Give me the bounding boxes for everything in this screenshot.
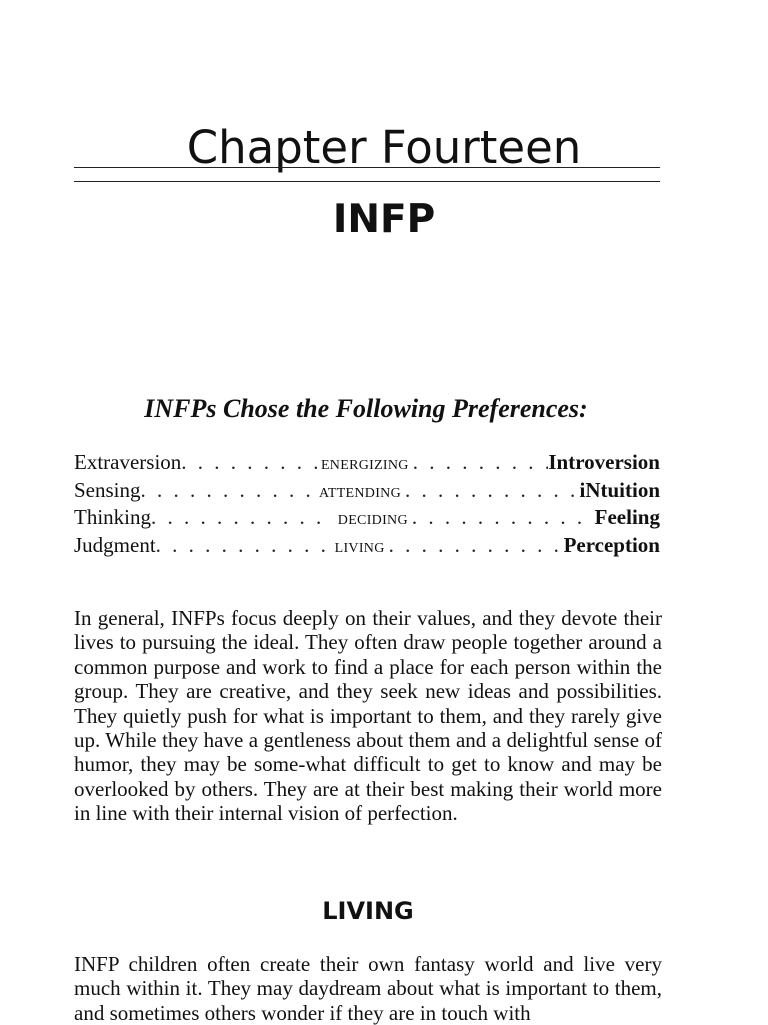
title-rule-bottom <box>74 181 660 182</box>
dot-leader <box>141 477 315 505</box>
preference-row <box>74 532 660 560</box>
title-rule-top <box>74 167 660 168</box>
dot-leader <box>412 504 595 532</box>
preference-chosen: Introversion <box>548 450 660 474</box>
preference-chosen: Perception <box>563 532 660 557</box>
preference-left: Sensing <box>74 477 141 502</box>
dot-leader <box>151 504 334 532</box>
preference-row <box>74 449 660 477</box>
preference-dimension: LIVING <box>334 540 385 556</box>
preference-dimension: DECIDING <box>337 513 408 528</box>
preference-left: Judgment <box>74 532 156 557</box>
intro-paragraph: In general, INFPs focus deeply on their values, and they devote their lives to pursuing the ideal. They often draw people together around a common purpose and work to find a place for each person within the group. They are creative, and they seek new ideas and possibilities. They quietly push for what is important to them, and they rarely give up. While they have a gentleness about them and a delightful sense of humor, they may be some-what difficult to get to know and may be overlooked by others. They are at their best making their world more in line with their internal vision of perfection. <box>74 606 662 826</box>
preference-row <box>74 477 660 505</box>
dot-leader <box>389 532 564 560</box>
preferences-heading: INFPs Chose the Following Preferences: <box>144 394 588 423</box>
preference-chosen: iNtuition <box>579 477 660 502</box>
preference-dimension: ATTENDING <box>318 485 402 501</box>
preference-left: Extraversion <box>74 450 182 474</box>
dot-leader <box>405 477 579 505</box>
dot-leader <box>181 449 317 477</box>
living-paragraph: INFP children often create their own fantasy world and live very much within it. They may daydream about what is important to them, and sometimes others wonder if they are in touch with <box>74 952 662 1025</box>
preference-row <box>74 504 660 532</box>
dot-leader <box>413 449 549 477</box>
section-heading-living: LIVING <box>322 897 414 925</box>
preference-chosen: Feeling <box>594 505 660 529</box>
preferences-table <box>74 449 660 559</box>
type-code-title: INFP <box>332 197 436 242</box>
preference-left: Thinking <box>74 505 151 529</box>
preference-dimension: ENERGIZING <box>320 458 409 473</box>
chapter-title: Chapter Fourteen <box>186 121 582 174</box>
dot-leader <box>156 532 331 560</box>
